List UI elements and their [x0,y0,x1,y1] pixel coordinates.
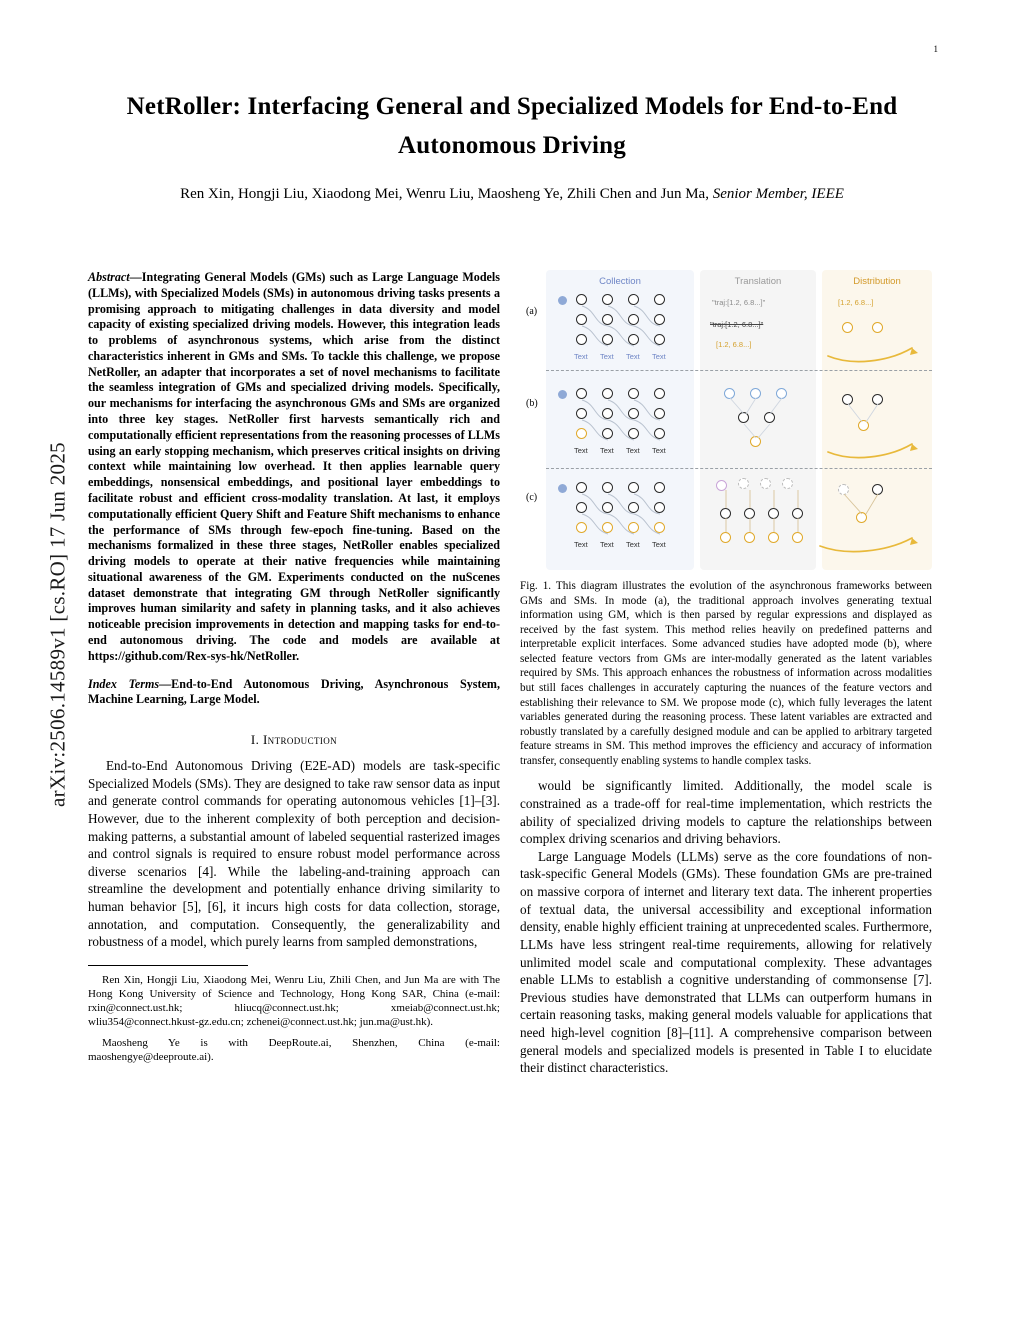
intro-paragraph-2: would be significantly limited. Additionally, the model scale is constrained as a trade-off for real-time implementation, which restricts the ability of specialized driving models to capture the relationships between complex driving scenarios and driving behaviors. [520,778,932,847]
node [576,502,587,513]
text-token-label: Text [574,540,588,549]
node [576,482,587,493]
node [654,314,665,325]
node [838,484,849,495]
figure-1 [520,270,932,768]
gm-head-icon-b [558,390,567,399]
text-token-label: Text [626,352,640,361]
figure-1-graphic [520,270,932,570]
index-terms-block [88,677,500,709]
node [750,436,761,447]
figure-row-label-c: (c) [526,492,538,503]
code-chip-traj-a3: [1.2, 6.8...] [716,340,752,349]
node [602,314,613,325]
node [628,502,639,513]
node [576,428,587,439]
node [750,388,761,399]
node [602,502,613,513]
node [576,334,587,345]
node [602,388,613,399]
abstract-block [88,270,500,665]
figure-panel-distribution [822,270,932,570]
figure-divider-1 [546,370,932,371]
right-column [520,270,932,1077]
node [654,522,665,533]
intro-paragraph-1: End-to-End Autonomous Driving (E2E-AD) models are task-specific Specialized Models (SMs). They are designed to take raw sensor data as input and generate control commands for operating autonomous vehicles [1]–[3]. However, due to the inherent complexity of both perception and decision-making patterns, a substantial amount of labeled sequential rasterized images and control signals is required to ensure robust model performance across diverse scenarios [4]. While the labeling-and-training approach can streamline the development and potentially enhance driving similarity to human behavior [5], [6], it incurs high costs for data collection, storage, annotation, and computation. Consequently, the generalizability and robustness of a model, which purely learns from sampled demonstrations, [88,758,500,950]
node [842,322,853,333]
node [628,408,639,419]
text-token-label: Text [652,446,666,455]
node [744,532,755,543]
figure-row-label-b: (b) [526,398,538,409]
node [628,522,639,533]
figure-divider-2 [546,468,932,469]
node [716,480,727,491]
node [576,522,587,533]
node [602,334,613,345]
figure-panel-collection [546,270,694,570]
section-heading-introduction: I. Introduction [250,732,338,748]
text-token-label: Text [600,446,614,455]
figure-caption-text: This diagram illustrates the evolution of the asynchronous frameworks between GMs and SMs. In mode (a), the traditional approach involves generating textual information using GM, which is then parsed by regular expressions and displayed as received by the fast system. This method relies heavily on predefined patterns and interpretable explicit interfaces. Some advanced studies have adopted mode (b), where selected feature vectors from GMs are inter-modally generated as the latent variables required by SMs. This approach enhances the robustness of information across modalities but still faces challenges in accurately capturing the nuances of the feature vectors and establishing their relevance to SM. We propose mode (c), which fully leverages the latent variables generated during the reasoning process. These latent variables are extracted and robustly translated by a carefully designed module and can be applied to arbitrary targeted feature streams in SM. This method improves the efficiency and accuracy of information transfer, consequently enabling systems to handle complex tasks. [520,580,932,767]
footnote-2: Maosheng Ye is with DeepRoute.ai, Shenzhen, China (e-mail: maoshengye@deeproute.ai). [88,1037,500,1064]
node [654,408,665,419]
node [768,508,779,519]
node [628,334,639,345]
footnote-divider [88,965,248,966]
node [856,512,867,523]
panel-title-distribution: Distribution [853,276,901,287]
page-title: NetRoller: Interfacing General and Specialized Models for End-to-End Autonomous Driving [126,93,898,159]
node [792,532,803,543]
node [628,314,639,325]
footnote-1: Ren Xin, Hongji Liu, Xiaodong Mei, Wenru Liu, Zhili Chen, and Jun Ma are with The Hong Kong University of Science and Technology, Hong Kong SAR, China (e-mail: rxin@connect.ust.hk; hliucq@connect.ust.hk; xmeiab@connect.ust.hk; wliu354@connect.hkust-gz.edu.cn; zchenei@connect.ust.hk; jun.ma@ust.hk). [88,973,500,1029]
node [842,394,853,405]
arxiv-stamp: arXiv:2506.14589v1 [cs.RO] 17 Jun 2025 [45,442,70,807]
node [738,478,749,489]
panel-title-translation: Translation [734,276,782,287]
code-chip-traj-a1: "traj:[1.2, 6.8...]" [712,298,766,307]
node [792,508,803,519]
node [576,314,587,325]
intro-paragraph-3: Large Language Models (LLMs) serve as the core foundations of non-task-specific General Models (GMs). These foundation GMs are pre-trained on massive corpora of internet and literary text data. The inherent properties of textual data, the universal accessibility and exceptional information density, enable highly efficient training at unprecedented scales. Furthermore, LLMs have less stringent real-time requirements, allowing for relatively unlimited model scale and computational complexity. These advantages enable LLMs to establish a cognitive understanding of commonsense [7]. Previous studies have demonstrated that LLMs can outperform humans in certain reasoning tasks, making general models valuable for applications that need high-level cognition [8]–[11]. A comprehensive comparison between general models and specialized models is presented in Table I to elucidate their distinct characteristics. [520,848,932,1076]
figure-1-caption [520,579,932,768]
node [858,420,869,431]
node [654,334,665,345]
figure-row-label-a: (a) [526,306,538,317]
node [628,482,639,493]
node [576,408,587,419]
author-membership: Senior Member, IEEE [712,186,844,202]
text-token-label: Text [600,540,614,549]
node [872,484,883,495]
node [628,428,639,439]
node [782,478,793,489]
node [628,388,639,399]
node [576,294,587,305]
node [602,428,613,439]
gm-head-icon-a [558,296,567,305]
node [764,412,775,423]
abstract-label: Abstract [88,270,130,284]
figure-panel-translation [700,270,816,570]
node [738,412,749,423]
text-token-label: Text [652,352,666,361]
panel-title-collection: Collection [599,276,641,287]
node [776,388,787,399]
node [720,532,731,543]
node [872,322,883,333]
text-token-label: Text [574,446,588,455]
node [602,522,613,533]
author-names: Ren Xin, Hongji Liu, Xiaodong Mei, Wenru Liu, Maosheng Ye, Zhili Chen and Jun Ma, [180,186,709,202]
node [654,482,665,493]
text-token-label: Text [600,352,614,361]
node [602,294,613,305]
abstract-text: —Integrating General Models (GMs) such as Large Language Models (LLMs), with Specialized Models (SMs) in autonomous driving tasks presents a promising approach to mitigating challenges in data diversity and model capacity of existing specialized driving models. However, this integration leads to problems of asynchronous systems, which arise from the distinct characteristics inherent in GMs and SMs. To tackle this challenge, we propose NetRoller, an adapter that incorporates a set of novel mechanisms to facilitate the seamless integration of GMs and specialized driving models. Specifically, our mechanisms for interfacing the asynchronous GMs and SMs are organized into three key stages. NetRoller first harvests semantically rich and computationally efficient representations from the reasoning processes of LLMs using an early stopping mechanism, which preserves critical insights on driving context while maintaining low overhead. It then applies learnable query embeddings, nonsensical embeddings, and positional layer embeddings to facilitate robust and efficient cross-modality translation. At last, it employs computationally efficient Query Shift and Feature Shift mechanisms to enhance the performance of SMs through few-epoch fine-tuning. Based on the mechanisms formalized in these three stages, NetRoller enables specialized driving models to operate at their native frequencies while maintaining situational awareness of the GM. Experiments conducted on the nuScenes dataset demonstrate that integrating GM through NetRoller significantly improves human similarity and safety in planning tasks, and it also achieves noticeable precision improvements in detection and mapping tasks for end-to-end autonomous driving. The code and models are available at https://github.com/Rex-sys-hk/NetRoller. [88,270,500,663]
node [724,388,735,399]
node [654,294,665,305]
node [602,482,613,493]
node [654,502,665,513]
page-number: 1 [933,44,938,54]
text-token-label: Text [626,540,640,549]
node [576,388,587,399]
text-token-label: Text [626,446,640,455]
code-chip-traj-a2: "traj:[1.2, 6.8...]" [710,320,764,329]
node [654,428,665,439]
gm-head-icon-c [558,484,567,493]
node [602,408,613,419]
text-token-label: Text [574,352,588,361]
node [744,508,755,519]
text-token-label: Text [652,540,666,549]
index-terms-label: Index Terms [88,676,160,691]
figure-caption-label: Fig. 1. [520,580,552,592]
author-list [96,186,928,203]
node [872,394,883,405]
node [628,294,639,305]
left-column [88,270,500,1064]
node [720,508,731,519]
index-terms-text: —End-to-End Autonomous Driving, Asynchronous System, Machine Learning, Large Model. [88,676,500,707]
node [760,478,771,489]
code-chip-traj-dist: [1.2, 6.8...] [838,298,874,307]
node [654,388,665,399]
node [768,532,779,543]
